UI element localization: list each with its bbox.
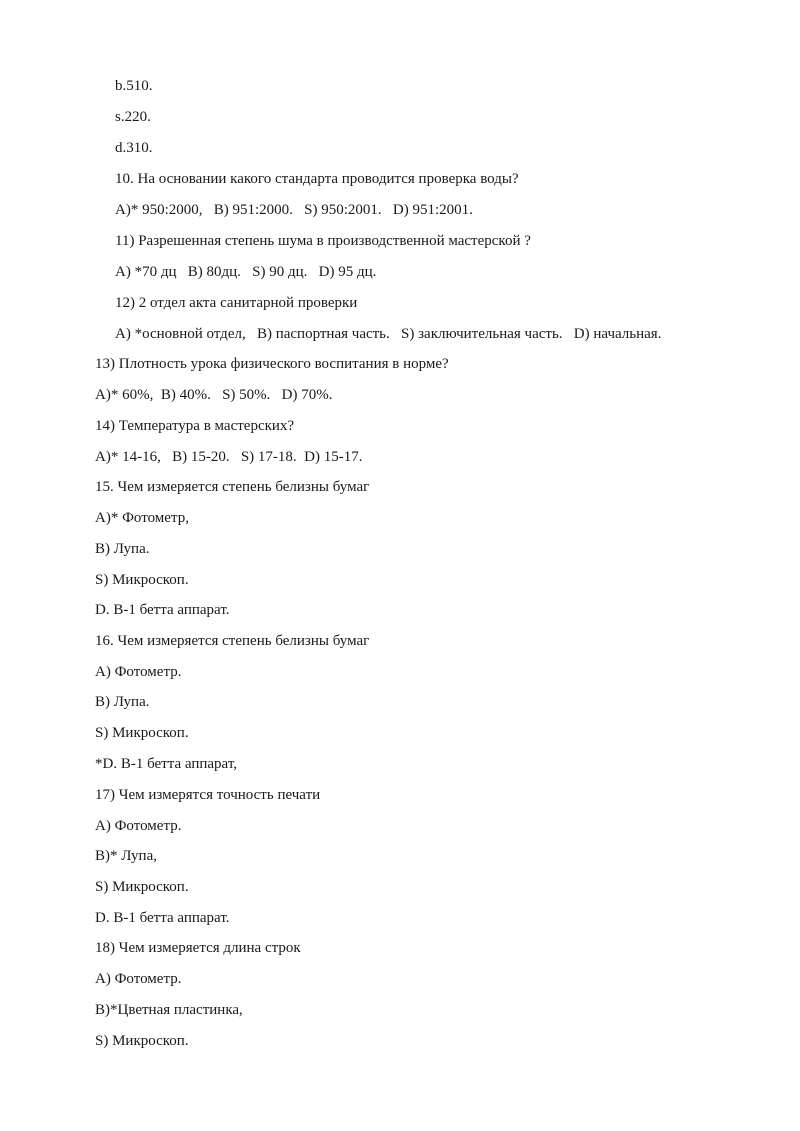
answer-option: S) Микроскоп.	[95, 1033, 189, 1049]
question-13: 13) Плотность урока физического воспитания в норме?	[95, 356, 449, 372]
answer-option: A) Фотометр.	[95, 971, 182, 987]
answers-question-11: A) *70 дц B) 80дц. S) 90 дц. D) 95 дц.	[115, 264, 377, 280]
answers-question-12: A) *основной отдел, B) паспортная часть. S) заключительная часть. D) начальная.	[115, 326, 662, 342]
answer-option-d-310: d.310.	[115, 140, 153, 156]
answer-option: D. В-1 бетта аппарат.	[95, 910, 230, 926]
answer-option: S) Микроскоп.	[95, 572, 189, 588]
question-17: 17) Чем измерятся точность печати	[95, 787, 321, 803]
answer-option-b-510: b.510.	[115, 78, 153, 94]
answer-option-s-220: s.220.	[115, 109, 151, 125]
question-11: 11) Разрешенная степень шума в производственной мастерской ?	[115, 233, 531, 249]
answers-question-13: A)* 60%, B) 40%. S) 50%. D) 70%.	[95, 387, 333, 403]
answer-option: A) Фотометр.	[95, 664, 182, 680]
question-14: 14) Температура в мастерских?	[95, 418, 295, 434]
answer-option: S) Микроскоп.	[95, 879, 189, 895]
answer-option: B) Лупа.	[95, 694, 150, 710]
answers-question-10: A)* 950:2000, B) 951:2000. S) 950:2001. D) 951:2001.	[115, 202, 473, 218]
answer-option: S) Микроскоп.	[95, 725, 189, 741]
answer-option: B) Лупа.	[95, 541, 150, 557]
question-12: 12) 2 отдел акта санитарной проверки	[115, 295, 358, 311]
question-15: 15. Чем измеряется степень белизны бумаг	[95, 479, 370, 495]
question-16: 16. Чем измеряется степень белизны бумаг	[95, 633, 370, 649]
answer-option: *D. В-1 бетта аппарат,	[95, 756, 237, 772]
answer-option: B)* Лупа,	[95, 848, 157, 864]
answer-option: D. В-1 бетта аппарат.	[95, 602, 230, 618]
answer-option: A) Фотометр.	[95, 818, 182, 834]
question-10: 10. На основании какого стандарта проводится проверка воды?	[115, 171, 519, 187]
answers-question-14: A)* 14-16, B) 15-20. S) 17-18. D) 15-17.	[95, 449, 363, 465]
answer-option: A)* Фотометр,	[95, 510, 189, 526]
answer-option: B)*Цветная пластинка,	[95, 1002, 243, 1018]
question-18: 18) Чем измеряется длина строк	[95, 940, 301, 956]
